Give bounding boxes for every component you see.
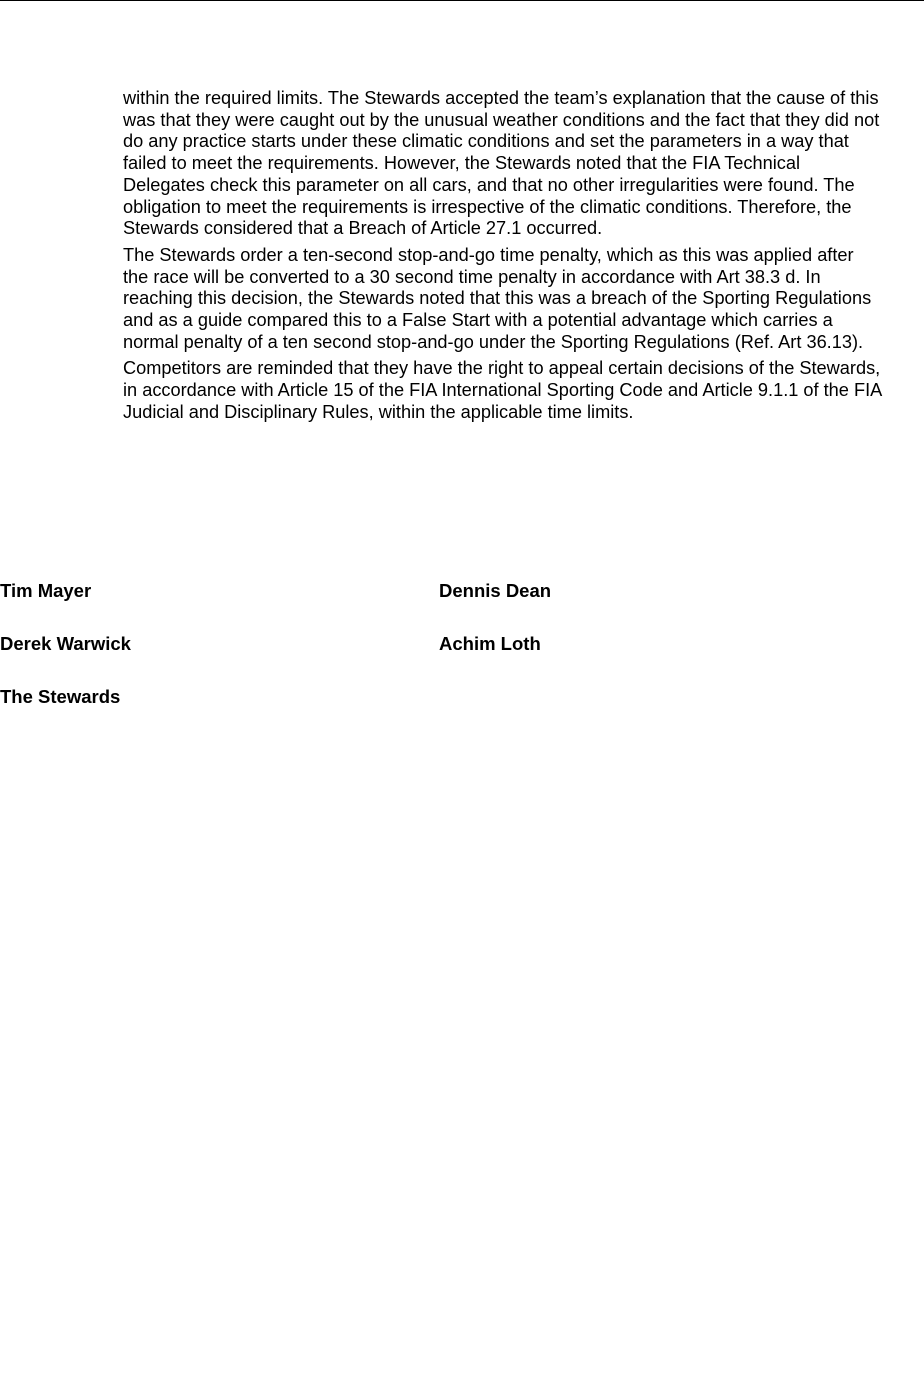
paragraph-penalty: The Stewards order a ten-second stop-and-go time penalty, which as this was applied after the race will be converted to a 30 second time penalty in accordance with Art 38.3 d. In reaching this decision, the Stewards noted that this was a breach of the Sporting Regulations and as a guide compared this to a False Start with a potential advantage which carries a normal penalty of a ten second stop-and-go under the Sporting Regulations (Ref. Art 36.13). [123,244,872,352]
decision-body [123,88,883,429]
signatory-row [0,684,924,737]
signatory-row [0,631,924,684]
signatory-name: Tim Mayer [0,580,92,601]
closing-title: The Stewards [0,686,121,707]
signatory-name: Derek Warwick [0,633,131,654]
signatory-row [0,578,924,631]
paragraph-breach-finding: within the required limits. The Stewards accepted the team’s explanation that the cause of this was that they were caught out by the unusual weather conditions and the fact that they did not do any practice starts under these climatic conditions and set the parameters in a way that failed to meet the requirements. However, the Stewards noted that the FIA Technical Delegates check this parameter on all cars, and that no other irregularities were found. The obligation to meet the requirements is irrespective of the climatic conditions. Therefore, the Stewards considered that a Breach of Article 27.1 occurred. [123,88,880,239]
top-border-line [0,0,924,1]
paragraph-appeal-notice: Competitors are reminded that they have the right to appeal certain decisions of the Stewards, in accordance with Article 15 of the FIA International Sporting Code and Article 9.1.1 of the FIA Judicial and Disciplinary Rules, within the applicable time limits. [123,358,882,422]
signatory-name: Dennis Dean [439,580,552,601]
signatory-name: Achim Loth [439,633,541,654]
signatories-block [0,578,924,737]
